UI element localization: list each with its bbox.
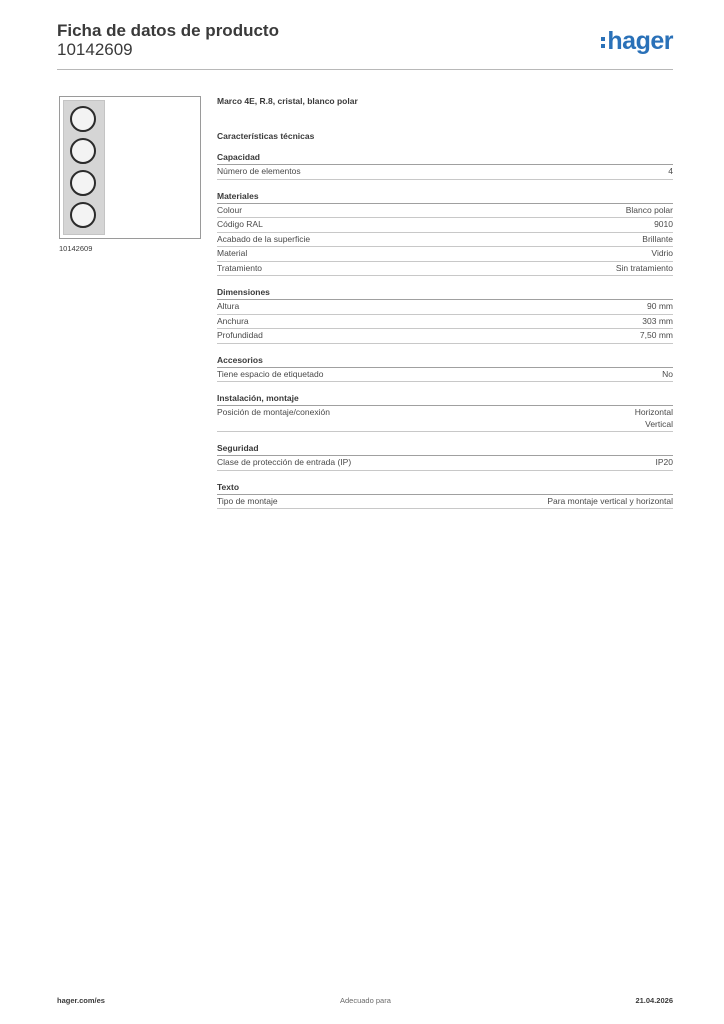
- product-specs: [217, 95, 673, 509]
- frame-opening-icon: [70, 138, 96, 164]
- spec-value: [642, 316, 673, 328]
- spec-row: [217, 247, 673, 262]
- spec-row: [217, 165, 673, 180]
- spec-row: [217, 329, 673, 344]
- spec-group-title: Dimensiones: [217, 286, 673, 300]
- frame-opening-icon: [70, 106, 96, 132]
- spec-label: Altura: [217, 301, 240, 311]
- spec-value: [656, 457, 674, 469]
- spec-value-line: 303 mm: [642, 315, 673, 326]
- logo-dots-icon: [601, 37, 605, 48]
- spec-value-line: Brillante: [642, 233, 673, 244]
- spec-row: [217, 233, 673, 248]
- spec-group: [217, 151, 673, 180]
- logo-text: hager: [607, 27, 673, 55]
- spec-value: [635, 407, 673, 430]
- spec-label: Tipo de montaje: [217, 495, 278, 506]
- document-title: Ficha de datos de producto: [57, 21, 279, 40]
- spec-label: Colour: [217, 204, 243, 215]
- spec-value: [662, 369, 673, 381]
- spec-label: Tratamiento: [217, 262, 263, 273]
- page-header: [57, 20, 673, 70]
- spec-value-line: 7,50 mm: [639, 330, 673, 340]
- spec-value-line: Para montaje vertical y horizontal: [547, 495, 673, 506]
- product-number: 10142609: [57, 40, 133, 59]
- footer-center-text: Adecuado para: [340, 996, 391, 1005]
- spec-group-title: Instalación, montaje: [217, 392, 673, 406]
- spec-value: [547, 496, 673, 508]
- spec-row: [217, 204, 673, 219]
- spec-label: Tiene espacio de etiquetado: [217, 368, 324, 379]
- spec-label: Clase de protección de entrada (IP): [217, 457, 352, 467]
- spec-value-line: 90 mm: [647, 301, 673, 311]
- spec-value-line: 4: [668, 166, 673, 176]
- spec-row: [217, 262, 673, 277]
- spec-row: [217, 456, 673, 471]
- spec-group-title: Capacidad: [217, 151, 673, 165]
- spec-label: Posición de montaje/conexión: [217, 407, 330, 417]
- spec-group: [217, 286, 673, 344]
- spec-value-line: Vertical: [645, 418, 673, 429]
- section-title: Características técnicas: [217, 131, 315, 141]
- spec-value-line: Blanco polar: [625, 204, 673, 215]
- spec-label: Anchura: [217, 315, 249, 326]
- spec-value-line: Horizontal: [634, 407, 673, 417]
- spec-value: [654, 219, 673, 231]
- spec-group-title: Materiales: [217, 190, 673, 204]
- image-caption: 10142609: [59, 244, 93, 253]
- spec-row: [217, 315, 673, 330]
- spec-value-line: Sin tratamiento: [615, 262, 673, 273]
- spec-group-title: Accesorios: [217, 354, 673, 368]
- spec-value-line: No: [662, 368, 673, 379]
- footer-date: 21.04.2026: [635, 996, 673, 1005]
- spec-value: [640, 330, 673, 342]
- spec-value: [626, 205, 673, 217]
- spec-group-title: Texto: [217, 481, 673, 495]
- spec-label: Acabado de la superficie: [217, 233, 311, 244]
- spec-group-title: Seguridad: [217, 442, 673, 456]
- spec-group: [217, 190, 673, 277]
- spec-value: [647, 301, 673, 313]
- spec-groups: [217, 151, 673, 509]
- spec-row: [217, 218, 673, 233]
- spec-group: [217, 481, 673, 510]
- product-name: Marco 4E, R.8, cristal, blanco polar: [217, 96, 358, 106]
- spec-value-line: 9010: [654, 219, 673, 229]
- frame-opening-icon: [70, 202, 96, 228]
- product-image: [59, 96, 201, 239]
- spec-value: [651, 248, 673, 260]
- spec-value-line: IP20: [655, 457, 673, 467]
- spec-value: [616, 263, 673, 275]
- frame-graphic: [63, 100, 105, 235]
- spec-row: [217, 406, 673, 432]
- spec-row: [217, 300, 673, 315]
- spec-group: [217, 392, 673, 432]
- spec-label: Profundidad: [217, 330, 263, 340]
- spec-label: Material: [217, 248, 248, 258]
- hager-logo: [601, 26, 673, 56]
- frame-opening-icon: [70, 170, 96, 196]
- spec-value: [642, 234, 673, 246]
- spec-group: [217, 442, 673, 471]
- footer-website: hager.com/es: [57, 996, 105, 1005]
- spec-row: [217, 495, 673, 510]
- spec-label: Número de elementos: [217, 166, 301, 176]
- spec-label: Código RAL: [217, 219, 263, 229]
- spec-value-line: Vidrio: [651, 248, 673, 258]
- spec-group: [217, 354, 673, 383]
- spec-value: [668, 166, 673, 178]
- spec-row: [217, 368, 673, 383]
